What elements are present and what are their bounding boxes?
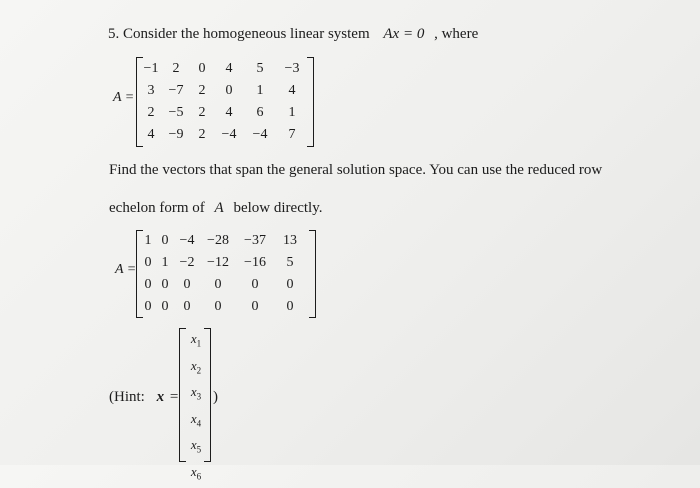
matrix-rref-entry: 0 [161,233,169,248]
vector-x-left-bracket [179,328,186,462]
matrix-a-entry: −4 [221,127,237,142]
matrix-a-entry: 6 [256,105,264,120]
vector-component-index: 6 [196,471,202,482]
matrix-rref-entry: 0 [144,277,152,292]
matrix-a-entry: −9 [168,127,184,142]
matrix-a-entry: −4 [252,127,268,142]
vector-component-base: x [190,331,197,346]
vector-component-index: 4 [196,418,202,429]
matrix-a-entry: 4 [225,61,233,76]
matrix-rref-entry: −16 [244,255,266,270]
matrix-rref-entry: −28 [207,233,229,248]
matrix-rref-entry: 0 [144,299,152,314]
matrix-a-entry: −7 [168,83,184,98]
matrix-a-entry: 4 [288,83,296,98]
rref-label: A = [115,262,137,277]
vector-x [179,328,211,482]
matrix-a-entry: 2 [147,105,155,120]
matrix-a [136,57,314,147]
where-text: , where [434,26,479,42]
matrix-a-entry: −1 [143,61,159,76]
matrix-a-entry: 4 [225,105,233,120]
matrix-rref-right-bracket [309,230,316,318]
matrix-rref-entry: 0 [161,277,169,292]
matrix-rref [136,230,316,318]
vector-component-index: 1 [196,338,202,349]
instruction-line-2 [109,200,322,217]
matrix-rref-entry: −37 [244,233,266,248]
instruction-variable: A [214,200,224,216]
matrix-rref-entry: 0 [286,277,294,292]
matrix-rref-entry: 5 [286,255,294,270]
matrix-a-entries [140,58,308,146]
vector-x-entries [187,328,205,488]
matrix-a-entry: 1 [256,83,264,98]
matrix-rref-entry: −12 [207,255,229,270]
matrix-a-entry: 0 [198,61,206,76]
vector-component-index: 3 [196,391,202,402]
matrix-a-entry: 5 [256,61,264,76]
vector-component-base: x [190,384,197,400]
problem-intro [108,26,478,43]
matrix-rref-entry: 0 [286,299,294,314]
matrix-rref-entry: 0 [161,299,169,314]
matrix-rref-entry: −2 [179,255,195,270]
vector-component-base: x [190,463,197,479]
matrix-a-entry: 7 [288,127,296,142]
matrix-rref-entry: 0 [251,299,259,314]
vector-component-base: x [190,410,197,426]
vector-x-component [187,434,205,461]
matrix-a-entry: −5 [168,105,184,120]
matrix-rref-entry: 0 [183,277,191,292]
matrix-rref-entry: 13 [283,233,297,248]
matrix-a-entry: 0 [225,83,233,98]
instruction-prefix: echelon form of [109,200,205,216]
hint-close-paren: ) [213,389,218,405]
vector-x-component [187,328,205,355]
matrix-rref-entry: 1 [161,255,169,270]
system-equation: Ax = 0 [383,26,425,42]
matrix-rref-entry: 0 [214,277,222,292]
instruction-line-1: Find the vectors that span the general solution space. You can use the reduced row [109,162,603,178]
hint-variable: x [156,389,165,405]
instruction-suffix: below directly. [233,200,323,216]
matrix-rref-entry: 0 [251,277,259,292]
matrix-a-entry: 2 [198,105,206,120]
matrix-a-entry: 2 [172,61,180,76]
matrix-a-label: A = [113,90,135,105]
vector-component-base: x [190,357,197,373]
vector-x-right-bracket [204,328,211,462]
problem-intro-text: 5. Consider the homogeneous linear system [108,26,370,42]
matrix-a-entry: 2 [198,83,206,98]
matrix-rref-entry: 1 [144,233,152,248]
matrix-a-entry: 1 [288,105,296,120]
matrix-rref-entry: 0 [214,299,222,314]
matrix-a-right-bracket [307,57,314,147]
vector-component-index: 2 [196,365,202,376]
matrix-rref-entry: 0 [183,299,191,314]
matrix-rref-entry: 0 [144,255,152,270]
hint-equals: = [169,389,179,405]
vector-x-component [187,408,205,435]
matrix-a-entry: 4 [147,127,155,142]
vector-component-index: 5 [196,444,202,455]
vector-x-component [187,381,205,408]
matrix-rref-entries [140,230,306,318]
matrix-a-entry: −3 [284,61,300,76]
hint [109,389,178,406]
matrix-a-entry: 2 [198,127,206,142]
matrix-rref-entry: −4 [179,233,195,248]
vector-component-base: x [190,437,197,453]
vector-x-component [187,355,205,382]
matrix-a-entry: 3 [147,83,155,98]
hint-prefix: (Hint: [109,389,145,405]
